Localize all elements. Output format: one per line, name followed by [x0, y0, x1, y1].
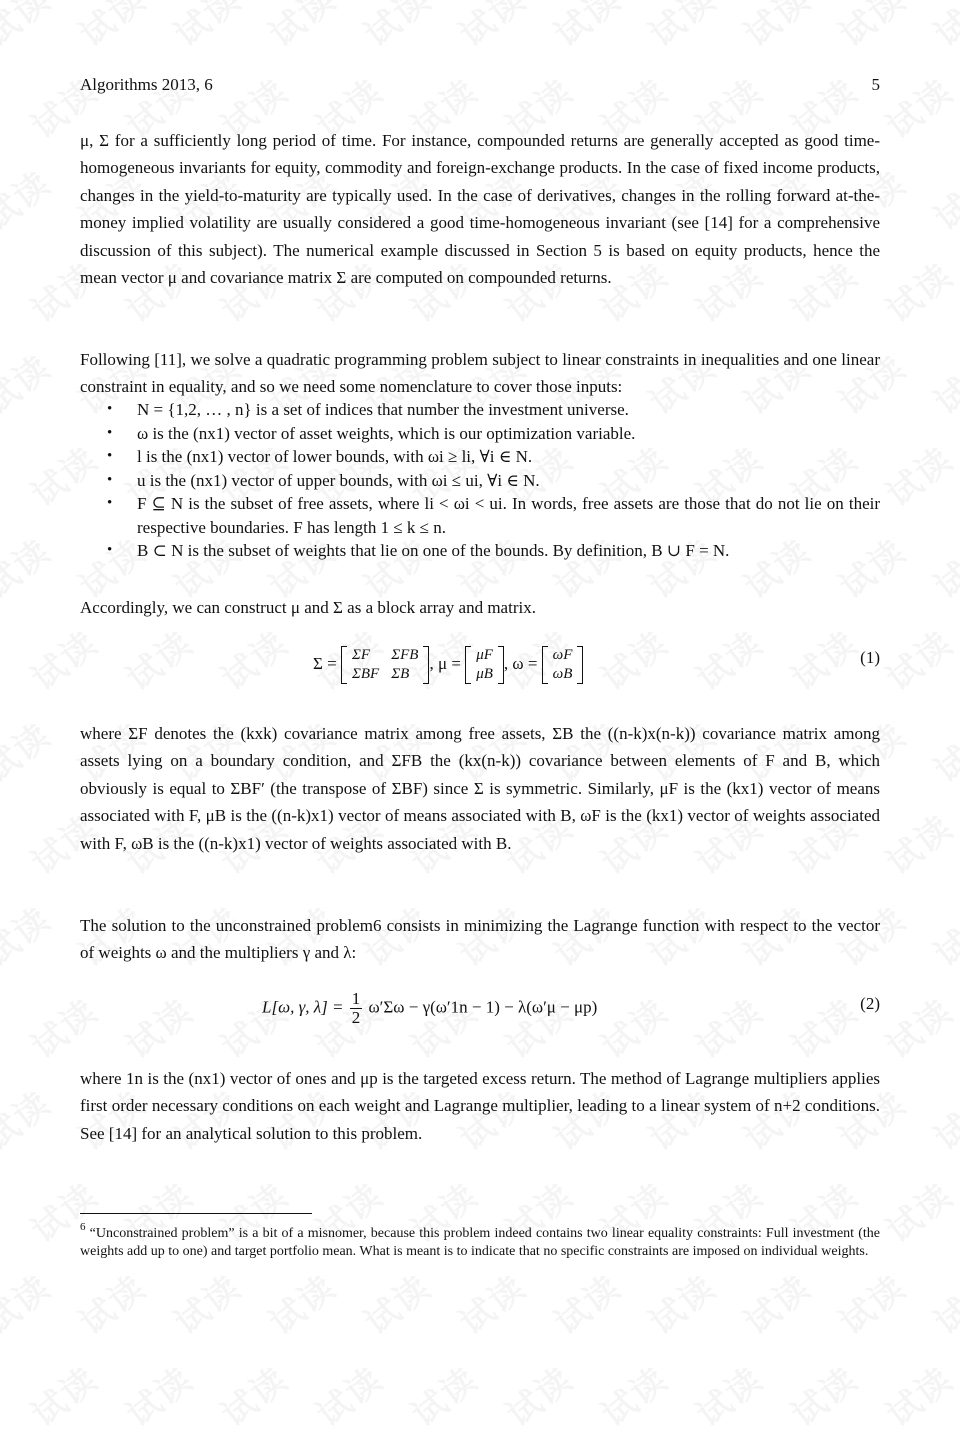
watermark-text	[685, 985, 772, 1068]
matrix-cell: ΣFB	[391, 647, 419, 663]
matrix-cell: ΣF	[351, 647, 371, 663]
paragraph-5-text: The solution to the unconstrained problem6 consists in minimizing the Lagrange function with respect to the vector of weights ω and the multipliers γ and λ:	[80, 916, 880, 963]
mu-lhs: , μ =	[429, 653, 461, 673]
watermark-text	[163, 1261, 250, 1344]
watermark-text	[875, 1169, 960, 1252]
watermark-text	[875, 617, 960, 700]
watermark-text	[543, 0, 630, 56]
watermark-text	[875, 801, 960, 884]
running-header	[80, 75, 880, 95]
watermark-text	[20, 1353, 107, 1436]
watermark-text	[923, 709, 960, 792]
watermark-text	[590, 1353, 677, 1436]
watermark-text	[923, 1261, 960, 1344]
matrix-cell: ΣB	[391, 666, 410, 682]
watermark-text	[923, 893, 960, 976]
watermark-text	[353, 0, 440, 56]
footnote-text: “Unconstrained problem” is a bit of a misnomer, because this problem indeed contains two linear equality constraints: Full investment (the weights add up to one) and target portfolio mean. What is meant is to indicate that no specific constraints are imposed on individual weights.	[80, 1226, 880, 1259]
equation-1	[313, 646, 583, 684]
nomenclature-list	[80, 398, 880, 563]
watermark-text	[875, 985, 960, 1068]
watermark-text	[495, 1353, 582, 1436]
watermark-text	[0, 0, 59, 56]
one-half-fraction	[350, 990, 363, 1027]
sigma-lhs: Σ =	[313, 653, 337, 673]
watermark-text	[780, 1353, 867, 1436]
watermark-text	[923, 1077, 960, 1160]
list-item: • F ⊆ N is the subset of free assets, where li < ωi < ui. In words, free assets are those that do not lie on their respective boundaries. F has length 1 ≤ k ≤ n.	[80, 492, 880, 539]
watermark-text	[875, 1353, 960, 1436]
omega-lhs: , ω =	[503, 653, 538, 673]
watermark-text	[353, 1261, 440, 1344]
paragraph-1: μ, Σ for a sufficiently long period of time. For instance, compounded returns are generally accepted as good time-homogeneous invariants for equity, commodity and foreign-exchange products. In the case of fixed income products, changes in the yield-to-maturity are typically used. In the case of derivatives, changes in the rolling forward at-the-money implied volatility are usually considered a good time-homogeneous invariant (see [14] for a comprehensive discussion of this subject). The numerical example discussed in Section 5 is based on equity products, hence the mean vector μ and covariance matrix Σ are computed on compounded returns.	[80, 131, 880, 288]
fraction-numerator: 1	[351, 989, 361, 1008]
mu-block-vector	[465, 646, 504, 684]
watermark-text	[258, 1261, 345, 1344]
paragraph-3: Accordingly, we can construct μ and Σ as a block array and matrix.	[80, 598, 536, 617]
footnote	[80, 1219, 880, 1260]
watermark-text	[68, 0, 155, 56]
footnote-separator	[80, 1213, 312, 1214]
lagrangian-lhs: L[ω, γ, λ] =	[262, 997, 344, 1017]
watermark-text	[20, 617, 107, 700]
watermark-text	[875, 65, 960, 148]
watermark-text	[210, 617, 297, 700]
sigma-block-matrix	[341, 646, 430, 684]
watermark-text	[923, 341, 960, 424]
watermark-text	[590, 617, 677, 700]
watermark-text	[115, 1353, 202, 1436]
watermark-text	[0, 709, 59, 792]
watermark-text	[0, 1077, 59, 1160]
paragraph-6: where 1n is the (nx1) vector of ones and μp is the targeted excess return. The method of Lagrange multipliers applies first order necessary conditions on each weight and Lagrange multiplier, leading to a linear system of n+2 conditions. See [14] for an analytical solution to this problem.	[80, 1069, 880, 1143]
watermark-text	[590, 985, 677, 1068]
watermark-text	[0, 525, 59, 608]
watermark-text	[638, 1261, 725, 1344]
watermark-text	[163, 0, 250, 56]
watermark-text	[828, 1261, 915, 1344]
watermark-text	[828, 0, 915, 56]
list-item: • ω is the (nx1) vector of asset weights, which is our optimization variable.	[80, 422, 880, 446]
paragraph-2: Following [11], we solve a quadratic programming problem subject to linear constraints in inequalities and one linear constraint in equality, and so we need some nomenclature to cover those inputs:	[80, 350, 880, 397]
watermark-text	[733, 1261, 820, 1344]
lagrangian-rhs: ω′Σω − γ(ω′1n − 1) − λ(ω′μ − μp)	[368, 997, 598, 1017]
list-item: • B ⊂ N is the subset of weights that lie on one of the bounds. By definition, B ∪ F = N.	[80, 539, 880, 563]
watermark-text	[115, 985, 202, 1068]
equation-2	[262, 990, 597, 1027]
watermark-text	[780, 617, 867, 700]
watermark-text	[448, 0, 535, 56]
watermark-text	[210, 1353, 297, 1436]
watermark-text	[305, 1353, 392, 1436]
watermark-text	[733, 0, 820, 56]
list-item: • u is the (nx1) vector of upper bounds, with ωi ≤ ui, ∀i ∈ N.	[80, 469, 880, 493]
watermark-text	[400, 1353, 487, 1436]
watermark-text	[20, 985, 107, 1068]
watermark-text	[68, 1261, 155, 1344]
watermark-text	[923, 0, 960, 56]
paragraph-4: where ΣF denotes the (kxk) covariance matrix among free assets, ΣB the ((n-k)x(n-k)) covariance matrix among assets lying on a boundary condition, and ΣFB the (kx(n-k)) covariance between elements of F and B, which obviously is equal to ΣBF′ (the transpose of ΣBF) since Σ is symmetric. Similarly, μF is the (kx1) vector of means associated with F, μB is the ((n-k)x1) vector of means associated with B, ωF is the (kx1) vector of weights associated with F, ωB is the ((n-k)x1) vector of weights associated with B.	[80, 724, 880, 853]
watermark-text	[923, 525, 960, 608]
fraction-denominator: 2	[351, 1008, 361, 1027]
watermark-text	[0, 1261, 59, 1344]
watermark-text	[0, 341, 59, 424]
vector-cell: μB	[476, 666, 493, 682]
watermark-text	[875, 433, 960, 516]
watermark-text	[258, 0, 345, 56]
watermark-text	[0, 893, 59, 976]
equation-1-number: (1)	[860, 648, 880, 667]
list-item: • l is the (nx1) vector of lower bounds, with ωi ≥ li, ∀i ∈ N.	[80, 445, 880, 469]
page-number: 5	[871, 75, 880, 94]
footnote-marker: 6	[80, 1221, 86, 1233]
matrix-cell: ΣBF	[351, 666, 380, 682]
watermark-text	[780, 985, 867, 1068]
watermark-text	[0, 157, 59, 240]
watermark-text	[685, 617, 772, 700]
vector-cell: μF	[476, 647, 493, 663]
watermark-text	[543, 1261, 630, 1344]
watermark-text	[448, 1261, 535, 1344]
equation-2-number: (2)	[860, 994, 880, 1013]
watermark-text	[115, 617, 202, 700]
watermark-text	[923, 157, 960, 240]
watermark-text	[638, 0, 725, 56]
watermark-text	[685, 1353, 772, 1436]
watermark-text	[875, 249, 960, 332]
list-item: • N = {1,2, … , n} is a set of indices that number the investment universe.	[80, 398, 880, 422]
journal-reference: Algorithms 2013, 6	[80, 75, 213, 94]
omega-block-vector	[542, 646, 584, 684]
vector-cell: ωF	[552, 647, 573, 663]
paragraph-5	[80, 912, 880, 967]
vector-cell: ωB	[552, 666, 573, 682]
